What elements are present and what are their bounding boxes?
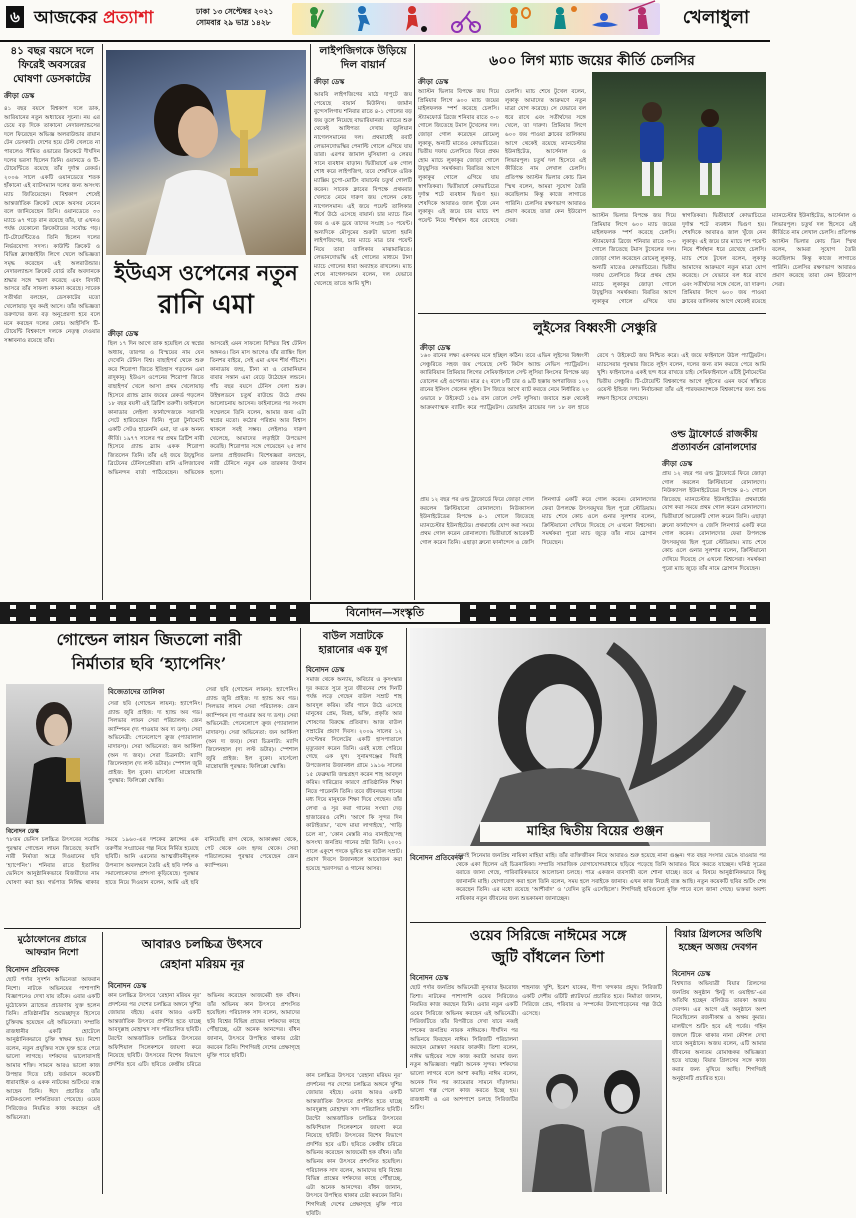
rehana-body-continued: কান চলচ্চিত্র উৎসবে ‘রেহানা মরিয়ম নূর’ প্রদর্শনের পর দেশের চলচ্চিত্র অঙ্গনে খুশির জোয়ার বইছে। এবার আরও একটি আন্তর্জাতিক উৎসবে প্রদর্শিত হতে যাচ্ছে আবদুল্লাহ মোহাম্মদ সাদ পরিচালিত ছবিটি। টরন্টো আন্তর্জাতিক চলচ্চিত্র উৎসবের অফিশিয়াল সিলেকশনে জায়গা করে নিয়েছে ছবিটি। উৎসবের বিশেষ বিভাগে প্রদর্শিত হবে এটি। ছবিতে কেন্দ্রীয় চরিত্রে অভিনয় করেছেন আজমেরী হক বাঁধন। তাঁর অভিনয় কান উৎসবে প্রশংসিত হয়েছিল। পরিচালক সাদ বলেন, আমাদের ছবি বিশ্বের বিভিন্ন প্রান্তের দর্শকদের কাছে পৌঁছাচ্ছে, এটা অনেক আনন্দের। বাঁধন জানান, উৎসবে উপস্থিত থাকার চেষ্টা করবেন তিনি। শিগগিরই দেশের প্রেক্ষাগৃহে মুক্তি পাবে ছবিটি। bbox=[306, 1073, 402, 1217]
ajay-body: বিশ্বখ্যাত অভিযাত্রী বিয়ার গ্রিলসের জনপ্রিয় অনুষ্ঠান ‘ইনটু দ্য ওয়াইল্ড’-এর অতিথি হচ্ছেন বলিউড তারকা অজয় দেবগন। এর আগে এই অনুষ্ঠানে অংশ নিয়েছিলেন রজনীকান্ত ও অক্ষয় কুমার। মালদ্বীপে শুটিং হবে এই পর্বের। গহিন জঙ্গলে টিকে থাকার নানা কৌশল দেখা যাবে অনুষ্ঠানে। অজয় বলেন, এটি আমার জীবনের অন্যতম রোমাঞ্চকর অভিজ্ঞতা হতে যাচ্ছে। বিয়ার গ্রিলসের সঙ্গে কাজ করার জন্য মুখিয়ে আছি। শিগগিরই অনুষ্ঠানটি প্রচারিত হবে। bbox=[672, 981, 766, 1082]
bayern-body: আরবি লাইপজিগের মাঠে দাপুটে জয় পেয়েছে বায়ার্ন মিউনিখ। জার্মান বুন্দেসলিগায় শনিবার রাতে ৪-১ গোলের বড় জয় তুলে নিয়েছে বাভারিয়ানরা। ম্যাচের শুরু থেকেই আধিপত্য দেখায় জুলিয়ান নাগেলসমানের দল। প্রথমার্ধেই রবার্ট লেভানদোভস্কির পেনাল্টি গোলে এগিয়ে যায় তারা। এরপর জামাল মুসিয়ালা ও লেরয় সানে ব্যবধান বাড়ান। দ্বিতীয়ার্ধে এক গোল শোধ করে লাইপজিগ, তবে শেষদিকে এরিক ম্যাক্সিম চুপো-মোটিং বায়ার্নের চতুর্থ গোলটি করেন। সাবেক ক্লাবের বিপক্ষে প্রথমবার খেলতে নেমে দারুণ জয় পেলেন কোচ নাগেলসমান। এই জয়ে পয়েন্ট তালিকার শীর্ষে উঠে এসেছে বায়ার্ন। চার ম্যাচে তিন জয় ও এক ড্রয়ে তাদের সংগ্রহ ১০ পয়েন্ট। অন্যদিকে মৌসুমের শুরুটা ভালো হয়নি লাইপজিগের, চার ম্যাচে মাত্র চার পয়েন্ট নিয়ে তারা তালিকার মাঝামাঝিতে। লেভানদোভস্কি এই গোলের মাধ্যমে টানা ম্যাচে গোলের ধারা অব্যাহত রাখলেন। ম্যাচ শেষে নাগেলসমান বলেন, দল যেভাবে খেলেছে তাতে আমি খুশি। bbox=[314, 92, 412, 288]
lewis-byline: ক্রীড়া ডেস্ক bbox=[420, 344, 451, 352]
masthead bbox=[0, 0, 770, 42]
naeem-tisha-photo bbox=[522, 1040, 662, 1192]
photo-caption: বিনোদন ডেস্ক bbox=[6, 828, 39, 835]
winners-title: বিজেতাদের তালিকা bbox=[108, 688, 165, 696]
mahi-byline: বিনোদন প্রতিবেদক bbox=[410, 854, 463, 862]
golden-lion-body: ৭৮তম ভেনিস চলচ্চিত্র উৎসবের সর্বোচ্চ পুরস্কার গোল্ডেন লায়ন জিতেছে ফরাসি নারী নির্মাতা অদ্রে দিওয়ানের ছবি ‘হ্যাপেনিং’। শনিবার রাতে ইতালির ভেনিসে আনুষ্ঠানিকভাবে বিজয়ীদের নাম ঘোষণা করা হয়। গর্ভপাত নিষিদ্ধ থাকার সময়ে ১৯৬০-এর দশকের ফ্রান্সের এক তরুণীর সংগ্রামের গল্প নিয়ে নির্মিত হয়েছে ছবিটি। আনি এরনোর আত্মজীবনীমূলক উপন্যাস অবলম্বনে তৈরি এই ছবি দর্শক ও সমালোচকদের প্রশংসা কুড়িয়েছে। পুরস্কার হাতে নিয়ে দিওয়ান বলেন, আমি এই ছবি বানিয়েছি রাগ থেকে, আকাঙ্ক্ষা থেকে, পেট থেকে এবং হৃদয় থেকে। সেরা পরিচালকের পুরস্কার পেয়েছেন জেন ক্যাম্পিয়ন। bbox=[6, 837, 298, 886]
column-rule bbox=[414, 44, 415, 600]
mahi-body: ঢাকাই সিনেমার জনপ্রিয় নায়িকা মাহিয়া মাহি। তাঁর ব্যক্তিজীবন নিয়ে আবারও শুরু হয়েছে নানা গুঞ্জন। গত বছর সংসার ভেঙে যাওয়ার পর থেকে একা ছিলেন এই চিত্রনায়িকা। সম্প্রতি সামাজিক যোগাযোগমাধ্যমে ছড়িয়ে পড়েছে তিনি আবারও বিয়ে করতে যাচ্ছেন। ঘনিষ্ঠ সূত্রের বরাতে জানা গেছে, পারিবারিকভাবে আলোচনা চলছে। পাত্র একজন ব্যবসায়ী বলে শোনা যাচ্ছে। তবে এ বিষয়ে আনুষ্ঠানিকভাবে কিছু জানাননি মাহি। যোগাযোগ করা হলে তিনি বলেন, সময় হলে সবাইকে জানাব। এখন কাজ নিয়েই ব্যস্ত আছি। নতুন কয়েকটি ছবির শুটিং শেষ করেছেন তিনি। এর মধ্যে রয়েছে ‘আশীর্বাদ’ ও ‘যেদিন তুমি এসেছিলে’। শিগগিরই ছবিগুলো মুক্তি পাবে বলে জানা গেছে। ভক্তরা অবশ্য নায়িকার নতুন জীবনের জন্য শুভকামনা জানাচ্ছেন। bbox=[456, 853, 766, 902]
section-title: খেলাধুলা bbox=[682, 7, 750, 28]
story-body: ৪১ বছর বয়সে বিশ্বকাপ দলে ডাক, আরিয়ানের নতুন অধ্যায়ের সূচনা। নয় এর চেয়ে বড় দিকে তাকানো নেদারল্যান্ডসের দলে ফিরেছেন অভিজ্ঞ অলরাউন্ডার রায়ান টেন ডেসকাট। দেশের হয়ে টেস্ট খেলতে না পারলেও সীমিত ওভারের ক্রিকেটে দীর্ঘদিন দলের ভরসা ছিলেন তিনি। ওয়ানডে ও টি-টোয়েন্টিতে রয়েছে তাঁর দুর্দান্ত রেকর্ড। ২০০৬ সালে একটি ওয়ানডেতে শতক হাঁকানো এই ব্যাটসম্যান দলের জন্য অসংখ্য ম্যাচ জিতিয়েছেন। বিশ্বকাপ শেষেই আন্তর্জাতিক ক্রিকেট থেকে অবসর নেবেন বলে জানিয়েছেন তিনি। ওয়ানডেতে ৩৩ ম্যাচে ৬৭ গড়ে রান রয়েছে তাঁর, যা এখনও পর্যন্ত যেকোনো ক্রিকেটারের সর্বোচ্চ গড়। টি-টোয়েন্টিতেও তিনি ছিলেন দলের নির্ভরযোগ্য সদস্য। কাউন্টি ক্রিকেট ও বিভিন্ন ফ্র্যাঞ্চাইজি লিগে খেলে অভিজ্ঞতা সমৃদ্ধ করেছেন এই অলরাউন্ডার। নেদারল্যান্ডস ক্রিকেট বোর্ড তাঁর অবদানকে শ্রদ্ধার সঙ্গে স্মরণ করেছে এবং বিদায়ী আসরে তাঁর সাফল্য কামনা করেছে। সাবেক সতীর্থরা বলছেন, ডেসকাটের মতো খেলোয়াড় খুব কমই আসে। তাঁর অভিজ্ঞতা তরুণদের জন্য বড় অনুপ্রেরণা হবে বলে মনে করছেন দলের কোচ। আইসিসি টি-টোয়েন্টি বিশ্বকাপে দলকে নেতৃত্ব দেওয়ার সম্ভাবনাও রয়েছে তাঁর। bbox=[4, 106, 100, 345]
entertainment-banner bbox=[0, 602, 770, 624]
mahiya-mahi-photo bbox=[410, 628, 766, 846]
cyclist-icon bbox=[452, 11, 480, 32]
lewis-headline: লুইসের বিধ্বংসী সেঞ্চুরি bbox=[533, 321, 657, 336]
emma-raducanu-photo bbox=[106, 50, 306, 255]
paper-name-part1: আজকের bbox=[34, 8, 98, 28]
emma-body: ছিল ১৭ দিন আগে তাক হয়েছিল যে স্বপ্নের অধ্যায়, তারপর ও বিস্ময়ের নাম যেন দেখেনি টেনিস বিশ্ব। বাছাইপর্ব থেকে শুরু করে শিরোপা জিতে ইতিহাস গড়লেন এমা রাদুকানু। ইউএস ওপেনের শিরোপা জিতে বাছাইপর্ব খেলে আসা প্রথম খেলোয়াড় হিসেবে গ্র্যান্ড স্ল্যাম জয়ের রেকর্ড গড়লেন ১৮ বছর বয়সী এই ব্রিটিশ তরুণী। ফাইনালে কানাডার লেইলা ফার্নান্দেজকে সরাসরি সেটে হারিয়েছেন তিনি। পুরো টুর্নামেন্টে একটি সেটও হারেননি এমা, যা এক অনন্য কীর্তি। ১৯৭৭ সালের পর প্রথম ব্রিটিশ নারী হিসেবে গ্র্যান্ড স্ল্যাম একক শিরোপা জিতলেন তিনি। তাঁর এই জয়ে উচ্ছ্বসিত ব্রিটেনের টেনিসপ্রেমীরা। রানি এলিজাবেথ অভিনন্দন বার্তা পাঠিয়েছেন। অভিষেক আসরেই এমন সাফল্যে বিস্মিত বিশ্ব টেনিস অঙ্গনও। তিন মাস আগেও যাঁর র‍্যাঙ্কিং ছিল তিনশর বাইরে, সেই এমা এখন শীর্ষ পঁচিশে। কানাডায় জন্ম, চীনা মা ও রোমানিয়ান বাবার সন্তান এমা বেড়ে উঠেছেন লন্ডনে। পাঁচ বছর বয়সে টেনিস খেলা শুরু। উইম্বলডনে চতুর্থ রাউন্ডে উঠে প্রথম আলোচনায় আসেন। ফাইনালের পর সংবাদ সম্মেলনে তিনি বলেন, আমার জন্য এটা স্বপ্নের মতো। কঠোর পরিশ্রম আর বিশ্বাস থাকলে সবই সম্ভব। লেইলাও দারুণ খেলেছে, আমাদের লড়াইটা উপভোগ করেছি। শিরোপার সঙ্গে পেয়েছেন ২৫ লাখ ডলার প্রাইজমানি। বিশেষজ্ঞরা বলছেন, নারী টেনিসে নতুন এক তারকার উত্থান হলো। bbox=[108, 341, 306, 476]
ajay-byline: বিনোদন ডেস্ক bbox=[672, 970, 711, 978]
baul-byline: বিনোদন ডেস্ক bbox=[306, 666, 345, 674]
golden-lion-headline-line2: নির্মাতার ছবি ‘হ্যাপেনিং’ bbox=[71, 654, 227, 673]
paper-name-part2: প্রত্যাশা bbox=[103, 8, 154, 28]
column-rule bbox=[102, 932, 103, 1194]
cricket-player-icon bbox=[310, 7, 324, 28]
baul-body: সমাজ থেকে অন্যায়, অবিচার ও কুসংস্কার দূর করতে সুরে সুরে জীবনের শেষ দিনটি পর্যন্ত লড়ে গেছেন বাউল সম্রাট শাহ আবদুল করিম। তাঁর গানে উঠে এসেছে মানুষের প্রেম, বিরহ, ভক্তি, প্রকৃতি আর শোষণের বিরুদ্ধে প্রতিবাদ। আজ বাউল সম্রাটের প্রয়াণ দিবস। ২০০৯ সালের ১২ সেপ্টেম্বর সিলেটের একটি হাসপাতালে মৃত্যুবরণ করেন তিনি। এরই মধ্যে পেরিয়ে গেছে এক যুগ। সুনামগঞ্জের দিরাই উপজেলার উজানধল গ্রামে ১৯১৬ সালের ১৫ ফেব্রুয়ারি জন্মগ্রহণ করেন শাহ আবদুল করিম। দারিদ্র্যের কারণে প্রাতিষ্ঠানিক শিক্ষা নিতে পারেননি তিনি। তবে জীবনভর গানের মধ্য দিয়ে মানুষকে শিক্ষা দিয়ে গেছেন। তাঁর লেখা ও সুর করা গানের সংখ্যা দেড় হাজারেরও বেশি। ‘আগে কি সুন্দর দিন কাটাইতাম’, ‘বন্দে মায়া লাগাইছে’, ‘গাড়ি চলে না’, ‘কোন মেস্তরি নাও বানাইছে’সহ অসংখ্য জনপ্রিয় গানের স্রষ্টা তিনি। ২০০১ সালে একুশে পদকে ভূষিত হন বাউল সম্রাট। প্রয়াণ দিবসে উজানধলে আয়োজন করা হয়েছে স্মরণসভা ও গানের আসর। bbox=[306, 677, 402, 873]
ronaldo-byline: ক্রীড়া ডেস্ক bbox=[662, 460, 693, 468]
chelsea-byline: ক্রীড়া ডেস্ক bbox=[418, 78, 449, 86]
football-player-icon bbox=[406, 6, 427, 32]
emma-headline-line1: ইউএস ওপেনের নতুন bbox=[114, 260, 298, 285]
column-rule bbox=[102, 44, 103, 600]
swimmer-icon bbox=[592, 13, 618, 27]
chelsea-match-photo bbox=[592, 72, 766, 208]
emma-headline bbox=[104, 258, 308, 322]
paper-name bbox=[34, 5, 153, 31]
ronaldo-headline: ওল্ড ট্রাফোর্ডে রাজকীয় প্রত্যাবর্তন রোনালদোর bbox=[670, 429, 758, 453]
tisha-body-right: শাহনাজ খুশি, ইরেশ যাকের, দীপা খন্দকার প্রমুখ। সিরিজটি একটি দেশীয় ওটিটি প্ল্যাটফর্মে প্রচারিত হবে। নির্মাতা জানান, সিরিজে প্রেম, পরিবার ও সম্পর্কের টানাপোড়েনের গল্প উঠে এসেছে। bbox=[522, 985, 662, 1017]
sports-silhouettes-strip bbox=[292, 3, 660, 35]
javelin-thrower-icon bbox=[629, 0, 656, 29]
golden-lion-headline bbox=[4, 628, 294, 676]
column-rule bbox=[406, 628, 407, 1068]
ajay-headline: বিয়ার গ্রিলসের অতিথি হচ্ছেন অজয় দেবগন bbox=[674, 929, 762, 953]
runner-icon bbox=[358, 6, 370, 31]
rehana-headline-line2: রেহানা মরিয়ম নূর bbox=[159, 957, 245, 971]
rehana-body: কান চলচ্চিত্র উৎসবে ‘রেহানা মরিয়ম নূর’ প্রদর্শনের পর দেশের চলচ্চিত্র অঙ্গনে খুশির জোয়ার বইছে। এবার আরও একটি আন্তর্জাতিক উৎসবে প্রদর্শিত হতে যাচ্ছে আবদুল্লাহ মোহাম্মদ সাদ পরিচালিত ছবিটি। টরন্টো আন্তর্জাতিক চলচ্চিত্র উৎসবের অফিশিয়াল সিলেকশনে জায়গা করে নিয়েছে ছবিটি। উৎসবের বিশেষ বিভাগে প্রদর্শিত হবে এটি। ছবিতে কেন্দ্রীয় চরিত্রে অভিনয় করেছেন আজমেরী হক বাঁধন। তাঁর অভিনয় কান উৎসবে প্রশংসিত হয়েছিল। পরিচালক সাদ বলেন, আমাদের ছবি বিশ্বের বিভিন্ন প্রান্তের দর্শকদের কাছে পৌঁছাচ্ছে, এটা অনেক আনন্দের। বাঁধন জানান, উৎসবে উপস্থিত থাকার চেষ্টা করবেন তিনি। শিগগিরই দেশের প্রেক্ষাগৃহে মুক্তি পাবে ছবিটি। bbox=[108, 993, 300, 1068]
column-rule bbox=[300, 628, 301, 928]
tisha-headline-line2: জুটি বাঁধলেন তিশা bbox=[491, 948, 605, 966]
page-number: ৬ bbox=[6, 6, 24, 28]
tisha-byline: বিনোদন ডেস্ক bbox=[410, 974, 449, 982]
winners-list: সেরা ছবি (গোল্ডেন লায়ন): হ্যাপেনিং। গ্র্যান্ড জুরি প্রাইজ: দ্য হ্যান্ড অব গড। সিলভার লায়ন সেরা পরিচালক: জেন ক্যাম্পিয়ন (দ্য পাওয়ার অব দ্য ডগ)। সেরা অভিনেত্রী: পেনেলোপে ক্রুজ (প্যারালাল মাদারস)। সেরা অভিনেতা: জন আর্কিলা (অন দ্য জব)। সেরা চিত্রনাট্য: ম্যাগি জিলেনহাল (দ্য লস্ট ডটার)। স্পেশাল জুরি প্রাইজ: ইল বুকো। মার্সেলো মাস্ত্রোয়ান্নি পুরস্কার: ফিলিপ্পো স্কোত্তি। bbox=[108, 701, 202, 785]
column-rule bbox=[666, 926, 667, 1194]
bayern-headline: লাইপজিগকে উড়িয়ে দিল বায়ার্ন bbox=[319, 45, 407, 71]
tisha-headline bbox=[408, 926, 688, 968]
ronaldo-body: প্রায় ১২ বছর পর ওল্ড ট্রাফোর্ডে ফিরে জোড়া গোল করলেন ক্রিস্টিয়ানো রোনালদো। নিউক্যাসল ইউনাইটেডের বিপক্ষে ৪-১ গোলে জিতেছে ম্যানচেস্টার ইউনাইটেড। প্রথমার্ধের যোগ করা সময়ে প্রথম গোল করেন রোনালদো। দ্বিতীয়ার্ধে আরেকটি গোল করেন তিনি। এছাড়া ব্রুনো ফার্নান্দেস ও জেসি লিনগার্ড একটি করে গোল করেন। রোনালদোর ফেরা উপলক্ষে উৎসবমুখর ছিল পুরো স্টেডিয়াম। ম্যাচ শেষে কোচ ওলে গুনার সুলশার বলেন, ক্রিস্টিয়ানো দেখিয়ে দিয়েছে সে এখনো বিশ্বসেরা। সমর্থকরা পুরো ম্যাচ জুড়ে তাঁর নামে স্লোগান দিয়েছেন। bbox=[662, 471, 766, 572]
date-english: ঢাকা ১৩ সেপ্টেম্বর ২০২১ bbox=[196, 7, 274, 16]
tisha-headline-line1: ওয়েব সিরিজে নাঈমের সঙ্গে bbox=[469, 928, 627, 944]
chelsea-headline: ৬০০ লিগ ম্যাচ জয়ের কীর্তি চেলসির bbox=[489, 53, 695, 69]
story-bayern bbox=[314, 44, 412, 600]
emma-headline-line2: রানি এমা bbox=[158, 290, 254, 320]
chelsea-body: অ্যাস্টন ভিলার বিপক্ষে জয় দিয়ে প্রিমিয়ার লিগে ৬০০ ম্যাচ জয়ের মাইলফলক স্পর্শ করেছে চেলসি। স্ট্যামফোর্ড ব্রিজে শনিবার রাতে ৩-০ গোলে জিতেছে টমাস টুখেলের দল। জোড়া গোল করেছেন রোমেলু লুকাকু, অন্যটি মাতেও কোভাচিচের। দ্বিতীয় দফায় চেলসিতে ফিরে প্রথম হোম ম্যাচে লুকাকুর জোড়া গোলে উচ্ছ্বসিত সমর্থকরা। বিরতির আগে লুকাকুর গোলে এগিয়ে যায় স্বাগতিকরা। দ্বিতীয়ার্ধে কোভাচিচের দুর্দান্ত শটে ব্যবধান দ্বিগুণ হয়। শেষদিকে আবারও জাল খুঁজে নেন লুকাকু। এই জয়ে চার ম্যাচে দশ পয়েন্ট নিয়ে শীর্ষস্থান ধরে রেখেছে চেলসি। ম্যাচ শেষে টুখেল বলেন, লুকাকু আমাদের আক্রমণে নতুন মাত্রা যোগ করেছে। সে যেভাবে বল ধরে রাখে এবং সতীর্থদের সঙ্গে খেলে, তা দারুণ। প্রিমিয়ার লিগে ৬০০ জয় পাওয়া ক্লাবের তালিকায় আগে থেকেই রয়েছে ম্যানচেস্টার ইউনাইটেড, আর্সেনাল ও লিভারপুল। চতুর্থ দল হিসেবে এই কীর্তিতে নাম লেখাল চেলসি। প্রতিপক্ষ অ্যাস্টন ভিলার কোচ ডিন স্মিথ বলেন, আমরা সুযোগ তৈরি করেছিলাম কিন্তু কাজে লাগাতে পারিনি। চেলসির রক্ষণভাগ আবারও প্রমাণ করেছে তারা কেন ইউরোপ সেরা। bbox=[418, 89, 586, 224]
rehana-byline: বিনোদন ডেস্ক bbox=[108, 982, 147, 990]
bayern-byline: ক্রীড়া ডেস্ক bbox=[314, 78, 345, 86]
rehana-headline bbox=[104, 934, 300, 974]
lewis-body: ১৬০ রানের লক্ষ্য একসময় মনে হচ্ছিল কঠিন। তবে এভিন লুইসের বিধ্বংসী সেঞ্চুরিতে সহজ জয় পেয়েছে সেন্ট কিটস অ্যান্ড নেভিস প্যাট্রিয়টস। ক্যারিবিয়ান প্রিমিয়ার লিগের সেমিফাইনালে সেন্ট লুসিয়া কিংসের বিপক্ষে ঝড় তোলেন এই ওপেনার। মাত্র ৫২ বলে ৮টি চার ও ৯টি ছক্কায় অপরাজিত ১০২ রানের ইনিংস খেলেন লুইস। টস জিতে আগে ব্যাট করতে নেমে নির্ধারিত ২০ ওভারে ৮ উইকেটে ১৫৯ রান তোলে সেন্ট লুসিয়া। জবাবে শুরু থেকেই আক্রমণাত্মক ব্যাটিং করে প্যাট্রিয়টস। ডোয়াইন ব্রাভোর দল ১৮ বল হাতে রেখে ৭ উইকেটে জয় নিশ্চিত করে। এই জয়ে ফাইনালে উঠল প্যাট্রিয়টস। ম্যাচসেরার পুরস্কার জিতে লুইস বলেন, দলের জন্য রান করতে পেরে আমি খুশি। ফাইনালেও একই ছন্দ ধরে রাখতে চাই। সেমিফাইনালে এটিই টুর্নামেন্টের দ্বিতীয় সেঞ্চুরি। টি-টোয়েন্টি বিশ্বকাপের আগে লুইসের এমন ফর্মে স্বস্তিতে ওয়েস্ট ইন্ডিজ দল। নির্বাচকরা তাঁর এই পারফরম্যান্সকে বিশ্বকাপের জন্য শুভ লক্ষণ হিসেবে দেখছেন। bbox=[420, 353, 766, 411]
date-block bbox=[196, 6, 288, 28]
column-rule bbox=[310, 44, 311, 600]
chelsea-body-continued: অ্যাস্টন ভিলার বিপক্ষে জয় দিয়ে প্রিমিয়ার লিগে ৬০০ ম্যাচ জয়ের মাইলফলক স্পর্শ করেছে চেলসি। স্ট্যামফোর্ড ব্রিজে শনিবার রাতে ৩-০ গোলে জিতেছে টমাস টুখেলের দল। জোড়া গোল করেছেন রোমেলু লুকাকু, অন্যটি মাতেও কোভাচিচের। দ্বিতীয় দফায় চেলসিতে ফিরে প্রথম হোম ম্যাচে লুকাকুর জোড়া গোলে উচ্ছ্বসিত সমর্থকরা। বিরতির আগে লুকাকুর গোলে এগিয়ে যায় স্বাগতিকরা। দ্বিতীয়ার্ধে কোভাচিচের দুর্দান্ত শটে ব্যবধান দ্বিগুণ হয়। শেষদিকে আবারও জাল খুঁজে নেন লুকাকু। এই জয়ে চার ম্যাচে দশ পয়েন্ট নিয়ে শীর্ষস্থান ধরে রেখেছে চেলসি। ম্যাচ শেষে টুখেল বলেন, লুকাকু আমাদের আক্রমণে নতুন মাত্রা যোগ করেছে। সে যেভাবে বল ধরে রাখে এবং সতীর্থদের সঙ্গে খেলে, তা দারুণ। প্রিমিয়ার লিগে ৬০০ জয় পাওয়া ক্লাবের তালিকায় আগে থেকেই রয়েছে ম্যানচেস্টার ইউনাইটেড, আর্সেনাল ও লিভারপুল। চতুর্থ দল হিসেবে এই কীর্তিতে নাম লেখাল চেলসি। প্রতিপক্ষ অ্যাস্টন ভিলার কোচ ডিন স্মিথ বলেন, আমরা সুযোগ তৈরি করেছিলাম কিন্তু কাজে লাগাতে পারিনি। চেলসির রক্ষণভাগ আবারও প্রমাণ করেছে তারা কেন ইউরোপ সেরা। bbox=[592, 213, 856, 305]
story-headline: ৪১ বছর বয়সে দলে ফিরেই অবসরের ঘোষণা ডেসকাটের bbox=[10, 45, 94, 85]
audrey-diwan-photo bbox=[6, 684, 104, 824]
basketball-player-icon bbox=[554, 6, 577, 29]
section-rule bbox=[410, 922, 766, 923]
tisha-body: ছোট পর্দার জনপ্রিয় অভিনেত্রী নুসরাত ইমরোজ তিশা। নাটকের পাশাপাশি ওয়েব সিরিজেও নিয়মিত কাজ করছেন তিনি। এবার নতুন একটি ওয়েব সিরিজে অভিনয় করছেন এই অভিনেত্রী। সিরিজটিতে তাঁর বিপরীতে দেখা যাবে নব্বই দশকের জনপ্রিয় নায়ক নাঈমকে। দীর্ঘদিন পর অভিনয়ে ফিরছেন নাঈম। সিরিজটি পরিচালনা করছেন মোস্তফা সরয়ার ফারুকী। তিশা বলেন, নাঈম ভাইয়ের সঙ্গে কাজ করাটা আমার জন্য নতুন অভিজ্ঞতা। গল্পটা অনেক সুন্দর। দর্শকদের ভালো লাগবে বলে আশা করছি। নাঈম বলেন, অনেক দিন পর ক্যামেরার সামনে দাঁড়ালাম। ভালো গল্প পেলে কাজ করতে ইচ্ছে হয়। রাজধানী ও এর আশপাশে চলছে সিরিজটির শুটিং। bbox=[410, 985, 518, 1112]
baul-headline: বাউল সম্রাটকে হারানোর এক যুগ bbox=[318, 631, 388, 656]
section-rule bbox=[418, 313, 766, 314]
afran-headline: মুঠোফোনের প্রচারে আফরান নিশো bbox=[17, 935, 87, 958]
emma-byline: ক্রীড়া ডেস্ক bbox=[108, 330, 139, 338]
golden-lion-body-right: সেরা ছবি (গোল্ডেন লায়ন): হ্যাপেনিং। গ্র্যান্ড জুরি প্রাইজ: দ্য হ্যান্ড অব গড। সিলভার লায়ন সেরা পরিচালক: জেন ক্যাম্পিয়ন (দ্য পাওয়ার অব দ্য ডগ)। সেরা অভিনেত্রী: পেনেলোপে ক্রুজ (প্যারালাল মাদারস)। সেরা অভিনেতা: জন আর্কিলা (অন দ্য জব)। সেরা চিত্রনাট্য: ম্যাগি জিলেনহাল (দ্য লস্ট ডটার)। স্পেশাল জুরি প্রাইজ: ইল বুকো। মার্সেলো মাস্ত্রোয়ান্নি পুরস্কার: ফিলিপ্পো স্কোত্তি। bbox=[206, 687, 298, 771]
tennis-player-icon bbox=[510, 7, 530, 28]
afran-body: ছোট পর্দার সুদর্শন অভিনেতা আফরান নিশো। নাটকে অভিনয়ের পাশাপাশি বিজ্ঞাপনেও দেখা যায় তাঁকে। এবার একটি মুঠোফোন ব্র্যান্ডের প্রচারণায় যুক্ত হলেন তিনি। প্রতিষ্ঠানটির শুভেচ্ছাদূত হিসেবে চুক্তিবদ্ধ হয়েছেন এই অভিনেতা। সম্প্রতি রাজধানীর একটি হোটেলে আনুষ্ঠানিকভাবে চুক্তি স্বাক্ষর হয়। নিশো বলেন, নতুন প্রযুক্তির সঙ্গে যুক্ত হতে পেরে ভালো লাগছে। দর্শকদের ভালোবাসাই আমার শক্তি। সামনে আরও ভালো কাজ উপহার দিতে চাই। বর্তমানে কয়েকটি ধারাবাহিক ও একক নাটকের শুটিংয়ে ব্যস্ত আছেন তিনি। ঈদে প্রচারিত তাঁর নাটকগুলো দর্শকপ্রিয়তা পেয়েছে। ওয়েব সিরিজেও নিয়মিত কাজ করছেন এই অভিনেতা। bbox=[6, 977, 100, 1121]
banner-title: বিনোদন—সংস্কৃতি bbox=[310, 604, 460, 622]
afran-byline: বিনোদন প্রতিবেদক bbox=[6, 966, 59, 974]
story-doeschate bbox=[4, 44, 100, 600]
mahi-headline: মাহির দ্বিতীয় বিয়ের গুঞ্জন bbox=[480, 822, 710, 842]
golden-lion-headline-line1: গোল্ডেন লায়ন জিতলো নারী bbox=[56, 630, 242, 649]
rehana-headline-line1: আবারও চলচ্চিত্র উৎসবে bbox=[141, 937, 263, 951]
ronaldo-body-left: প্রায় ১২ বছর পর ওল্ড ট্রাফোর্ডে ফিরে জোড়া গোল করলেন ক্রিস্টিয়ানো রোনালদো। নিউক্যাসল ইউনাইটেডের বিপক্ষে ৪-১ গোলে জিতেছে ম্যানচেস্টার ইউনাইটেড। প্রথমার্ধের যোগ করা সময়ে প্রথম গোল করেন রোনালদো। দ্বিতীয়ার্ধে আরেকটি গোল করেন তিনি। এছাড়া ব্রুনো ফার্নান্দেস ও জেসি লিনগার্ড একটি করে গোল করেন। রোনালদোর ফেরা উপলক্ষে উৎসবমুখর ছিল পুরো স্টেডিয়াম। ম্যাচ শেষে কোচ ওলে গুনার সুলশার বলেন, ক্রিস্টিয়ানো দেখিয়ে দিয়েছে সে এখনো বিশ্বসেরা। সমর্থকরা পুরো ম্যাচ জুড়ে তাঁর নামে স্লোগান দিয়েছেন। bbox=[420, 497, 656, 546]
story-byline: ক্রীড়া ডেস্ক bbox=[4, 92, 35, 100]
date-bengali: সোমবার ২৯ ভাদ্র ১৪২৮ bbox=[196, 18, 271, 27]
section-rule bbox=[4, 928, 300, 929]
